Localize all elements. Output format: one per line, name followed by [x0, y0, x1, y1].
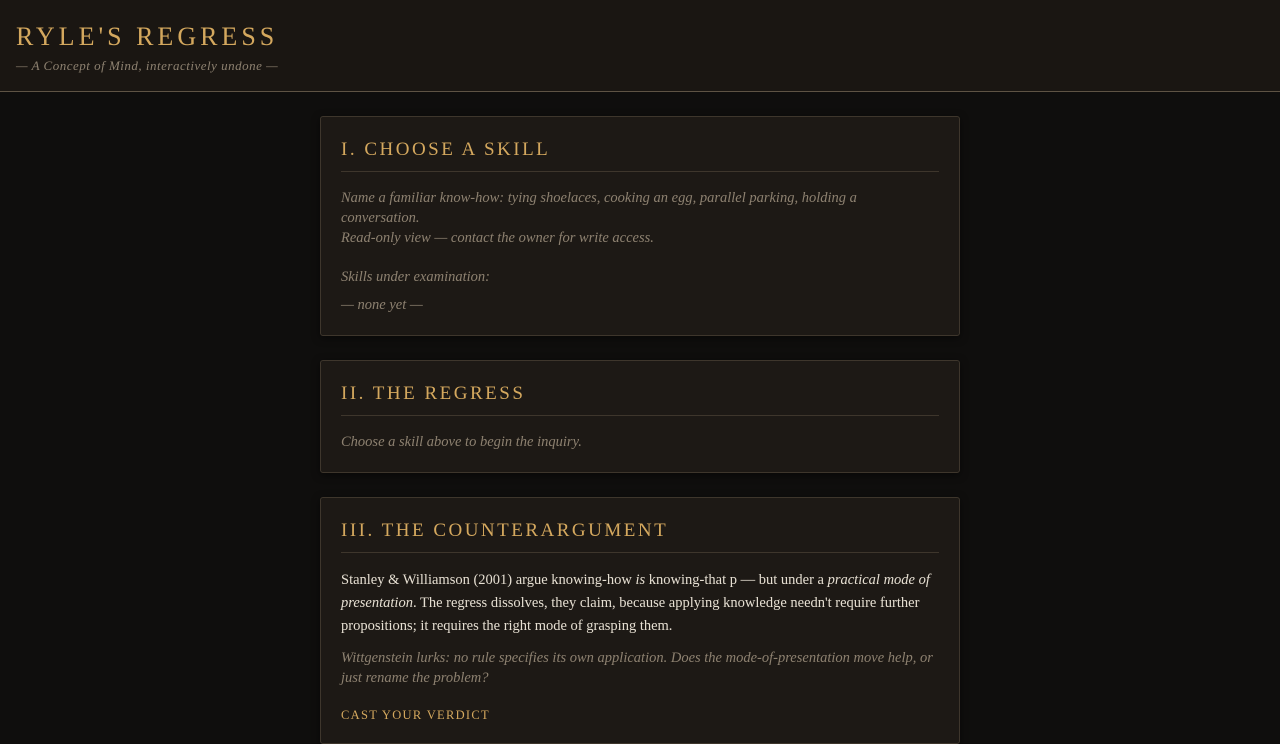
app-subtitle: — A Concept of Mind, interactively undone — [16, 58, 279, 73]
app-header [0, 0, 1280, 92]
paragraph-text: Stanley & Williamson (2001) argue knowing-how [341, 572, 636, 588]
verdict-heading: CAST YOUR VERDICT [341, 708, 490, 722]
skills-list-label: Skills under examination: [341, 269, 491, 285]
regress-prompt: Choose a skill above to begin the inquiry. [341, 434, 582, 450]
regress-heading: II. THE REGRESS [341, 383, 939, 416]
read-only-notice: Read-only view — contact the owner for write access. [341, 230, 654, 246]
choose-skill-heading: I. CHOOSE A SKILL [341, 139, 939, 172]
counterargument-panel [320, 497, 960, 744]
regress-panel [320, 360, 960, 473]
paragraph-emphasis: practical mode of presentation [341, 572, 930, 611]
main-content [320, 116, 960, 744]
wittgenstein-aside: Wittgenstein lurks: no rule specifies its own application. Does the mode-of-presentation move help, or just rename the problem? [341, 650, 933, 686]
choose-skill-panel [320, 116, 960, 336]
skill-intro-examples: Name a familiar know-how: tying shoelaces, cooking an egg, parallel parking, holding a conversation. [341, 190, 857, 226]
paragraph-emphasis: is [635, 572, 646, 588]
counterargument-heading: III. THE COUNTERARGUMENT [341, 520, 939, 553]
paragraph-text: knowing-that p — but under a [645, 572, 828, 588]
skills-empty-state: — none yet — [341, 297, 423, 313]
skill-intro [341, 188, 939, 248]
counterargument-paragraph [341, 569, 939, 638]
paragraph-text: . The regress dissolves, they claim, because applying knowledge needn't require further propositions; it requires the right mode of grasping them. [341, 595, 920, 634]
app-title: RYLE'S REGRESS [16, 22, 279, 51]
